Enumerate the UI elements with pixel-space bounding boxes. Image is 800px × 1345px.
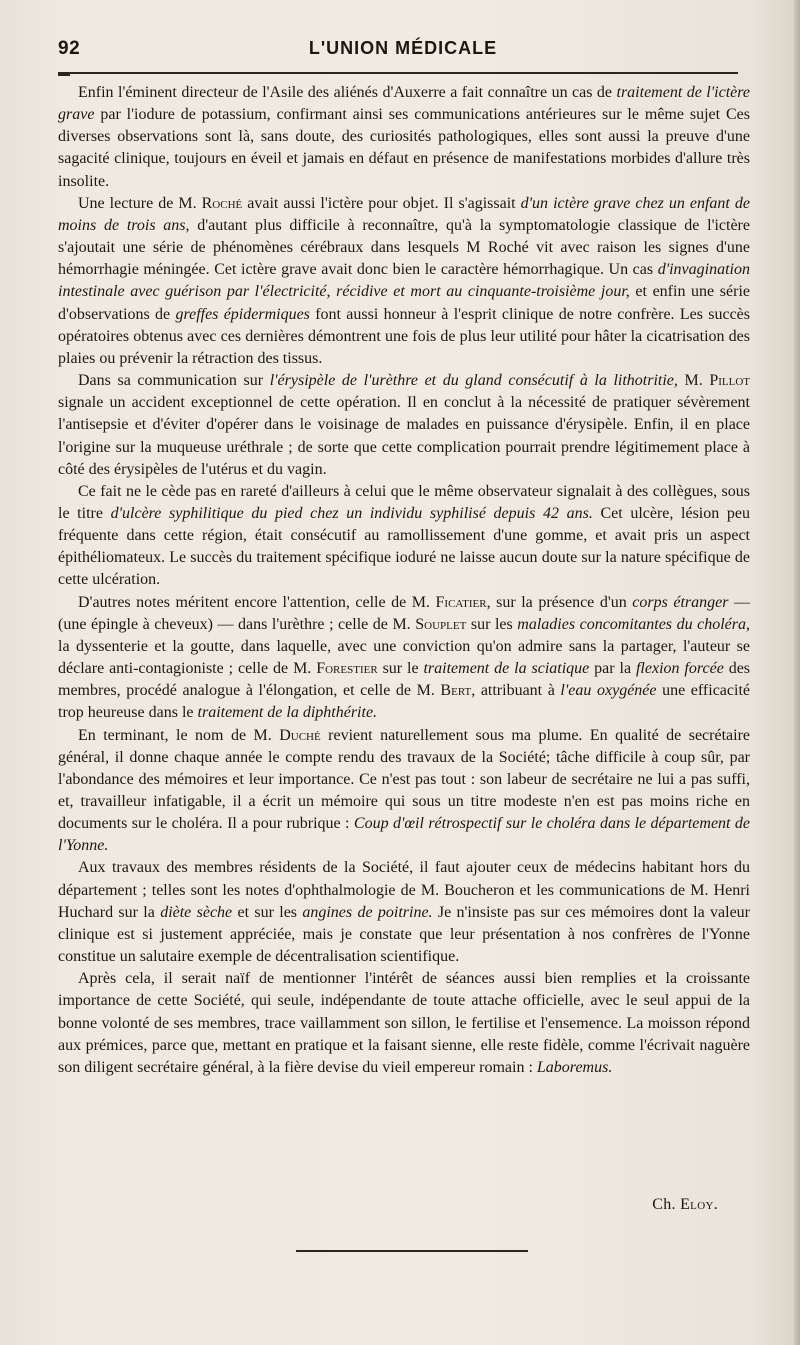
text-run: Dans sa communication sur bbox=[78, 372, 270, 390]
text-run: , d'autant plus difficile à reconnaître, qu'à la symptomatologie classique de l'ictère s'ajoutait une série de phénomènes cérébraux dans lesquels M Roché vit avec raison les signes d'une hémorrhagie méningée. Cet ictère grave avait donc bien le caractère hémorrhagique. Un cas bbox=[58, 216, 750, 279]
small-caps-name: Forestier bbox=[316, 660, 378, 678]
journal-title: L'UNION MÉDICALE bbox=[308, 38, 498, 58]
text-run: signale un accident exceptionnel de cette opération. Il en conclut à la nécessité de pratiquer sévèrement l'antisepsie et d'éviter d'opérer dans le voisinage de malades en puissance d'érysipèle. Enfin, il en place l'origine sur la muqueuse uréthrale ; de sorte que cette complication pourrait prendre légitimement place à côté des érysipèles de l'utérus et du vagin. bbox=[58, 394, 750, 478]
small-caps-name: Duché bbox=[279, 726, 321, 744]
end-rule bbox=[296, 1250, 528, 1252]
text-run: revient naturellement sous ma plume. En qualité de secrétaire général, il donne chaque année le compte rendu des travaux de la Société; tâche difficile à coup sûr, par l'abondance des mémoires et leur importance. Ce n'est pas tout : son labeur de secrétaire ne lui a pas suffi, et, travailleur infatigable, il a écrit un mémoire qui sous un titre modeste n'en est pas moins riche en documents sur le choléra. Il a pour rubrique : bbox=[58, 726, 750, 833]
italic-run: Coup d'œil rétrospectif sur le choléra dans le département de l'Yonne. bbox=[58, 815, 750, 855]
small-caps-name: Ficatier bbox=[435, 593, 487, 611]
text-run: M. bbox=[677, 372, 710, 390]
text-run: par la bbox=[589, 660, 636, 678]
paragraph bbox=[58, 857, 750, 968]
text-run: D'autres notes méritent encore l'attention, celle de M. bbox=[78, 593, 436, 611]
paragraph bbox=[58, 481, 750, 592]
italic-run: angines de poitrine. bbox=[302, 903, 433, 921]
italic-run: Laboremus. bbox=[536, 1058, 613, 1076]
text-run: Enfin l'éminent directeur de l'Asile des aliénés d'Auxerre a fait connaître un cas de bbox=[78, 84, 617, 101]
italic-run: traitement de l'ictère grave bbox=[58, 84, 750, 124]
italic-run: traitement de la diphthérite. bbox=[197, 704, 378, 722]
paragraph bbox=[58, 968, 750, 1079]
article-body bbox=[58, 82, 750, 1079]
text-run: , attribuant à bbox=[471, 682, 561, 700]
text-run: — (une épingle à cheveux) — dans l'urèthre ; celle de M. bbox=[58, 593, 750, 633]
italic-run: corps étranger bbox=[632, 593, 729, 611]
text-run: En terminant, le nom de M. bbox=[78, 726, 280, 744]
small-caps-name: Roché bbox=[201, 194, 243, 212]
italic-run: l'érysipèle de l'urèthre et du gland consécutif à la lithotritie, bbox=[269, 372, 678, 390]
paragraph bbox=[58, 82, 750, 193]
author-signature bbox=[652, 1196, 718, 1214]
small-caps-name: Souplet bbox=[415, 615, 467, 633]
italic-run: maladies concomitantes du choléra, bbox=[517, 615, 751, 633]
text-run: Une lecture de M. bbox=[78, 194, 202, 212]
paragraph bbox=[58, 592, 750, 725]
italic-run: d'un ictère grave chez un enfant de moins de trois ans bbox=[58, 194, 751, 234]
italic-run: traitement de la sciatique bbox=[423, 660, 590, 678]
text-run: Après cela, il serait naïf de mentionner l'intérêt de séances aussi bien remplies et la croissante importance de cette Société, qui seule, indépendante de toute attache officielle, avec le seul appui de la bonne volonté de ses membres, trace vaillamment son sillon, le fertilise et l'ensemence. La moisson répond aux prémices, parce que, mettant en pratique et la faisant sienne, elle reste fidèle, comme l'écrivait naguère son diligent secrétaire général, à la fière devise du vieil empereur romain : bbox=[58, 970, 750, 1076]
italic-run: diète sèche bbox=[160, 903, 233, 921]
italic-run: flexion forcée bbox=[635, 660, 724, 678]
paragraph bbox=[58, 193, 750, 370]
italic-run: greffes épidermiques bbox=[175, 305, 310, 323]
italic-run: d'ulcère syphilitique du pied chez un individu syphilisé depuis 42 ans. bbox=[110, 504, 593, 522]
text-run: Ce fait ne le cède pas en rareté d'ailleurs à celui que le même observateur signalait à des collègues, sous le titre bbox=[58, 482, 750, 522]
text-run: et sur les bbox=[232, 903, 303, 921]
text-run: sur le bbox=[377, 660, 424, 678]
running-head bbox=[58, 38, 748, 68]
paragraph bbox=[58, 370, 750, 481]
text-run: font aussi honneur à l'esprit clinique de notre confrère. Les succès opératoires obtenus avec ces dernières démontrent une fois de plus leur utilité pour hâter la cicatrisation des plaies ou prévenir la rétraction des tissus. bbox=[58, 305, 751, 367]
text-run: sur les bbox=[466, 615, 518, 633]
text-run: des membres, procédé analogue à l'élongation, et celle de M. bbox=[58, 660, 751, 700]
text-run: Je n'insiste pas sur ces mémoires dont la valeur clinique est si justement appréciée, mais je constate que leur présentation à nos confrères de l'Yonne constitue un salutaire exemple de décentralisation scientifique. bbox=[58, 903, 751, 966]
text-run: avait aussi l'ictère pour objet. Il s'agissait bbox=[242, 194, 521, 212]
signature-initials: Ch. bbox=[652, 1196, 681, 1213]
page-edge-shadow bbox=[794, 0, 800, 1345]
small-caps-name: Pillot bbox=[709, 372, 750, 390]
page-number: 92 bbox=[58, 38, 81, 59]
text-run: une efficacité trop heureuse dans le bbox=[58, 682, 750, 722]
text-run: Aux travaux des membres résidents de la Société, il faut ajouter ceux de médecins habitant hors du département ; telles sont les notes d'ophthalmologie de M. Boucheron et les communications de M. Henri Huchard sur la bbox=[58, 859, 750, 921]
text-run: Cet ulcère, lésion peu fréquente dans cette région, était consécutif au ramollissement d'une gomme, et avait pris un aspect épithéliomateux. Le succès du traitement spécifique ioduré ne laisse aucun doute sur la nature spécifique de cette ulcération. bbox=[58, 504, 750, 589]
text-run: , sur la présence d'un bbox=[486, 593, 633, 611]
italic-run: l'eau oxygénée bbox=[560, 682, 657, 700]
header-rule bbox=[58, 72, 738, 74]
text-run: par l'iodure de potassium, confirmant ainsi ses communications antérieures sur le même sujet Ces diverses observations sont là, sans doute, des curiosités pathologiques, elles sont aussi la preuve d'une sagacité clinique, toujours en éveil et jamais en défaut en présence de manifestations morbides d'allure très insolite. bbox=[58, 106, 750, 190]
text-run: la dyssenterie et la goutte, dans laquelle, avec une conviction qu'on admire sans la partager, l'auteur se déclare anti-contagioniste ; celle de M. bbox=[58, 637, 750, 678]
text-run: et enfin une série d'observations de bbox=[58, 283, 750, 323]
italic-run: d'invagination intestinale avec guérison par l'électricité, récidive et mort au cinquante-troisième jour, bbox=[58, 261, 750, 301]
small-caps-name: Bert bbox=[440, 682, 472, 700]
signature-name: Eloy. bbox=[680, 1196, 718, 1213]
paragraph bbox=[58, 725, 750, 858]
